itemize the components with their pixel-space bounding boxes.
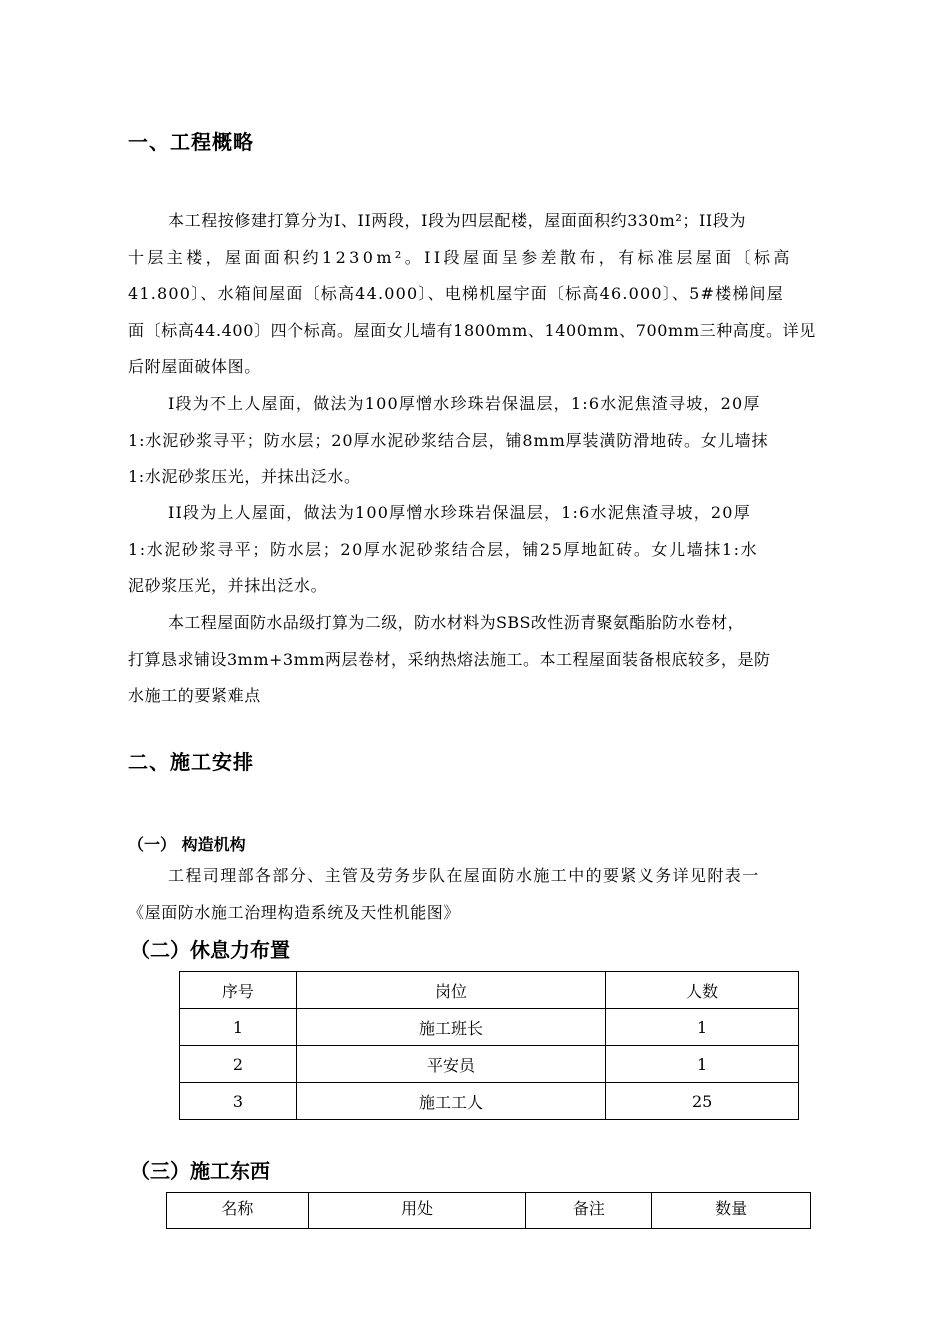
header-cell: 备注 xyxy=(526,1193,652,1229)
header-cell: 人数 xyxy=(606,972,799,1009)
paragraph-organization xyxy=(128,858,850,931)
paragraph-waterproof-grade xyxy=(128,605,850,715)
table-row xyxy=(180,1083,799,1120)
subsection-tools-title: （三）施工东西 xyxy=(130,1159,270,1183)
table-cell: 平安员 xyxy=(296,1046,605,1083)
table-row xyxy=(180,1009,799,1046)
text-line: 本工程按修建打算分为Ⅰ、II两段，Ⅰ段为四层配楼，屋面面积约330m²；II段为 xyxy=(168,211,747,230)
header-cell: 序号 xyxy=(180,972,297,1009)
header-cell: 岗位 xyxy=(296,972,605,1009)
subsection-labor-title: （二）休息力布置 xyxy=(130,938,290,962)
text-line: Ⅰ段为不上人屋面，做法为100厚憎水珍珠岩保温层，1:6水泥焦渣寻坡，20厚 xyxy=(168,394,761,413)
section-2-title: 二、施工安排 xyxy=(128,750,254,774)
header-cell: 名称 xyxy=(167,1193,309,1229)
section-1-title: 一、工程概略 xyxy=(128,130,254,154)
text-line: 十层主楼，屋面面积约1230m²。II段屋面呈参差散布，有标准层屋面〔标高 xyxy=(128,247,793,267)
table-cell: 施工班长 xyxy=(296,1009,605,1046)
table-row xyxy=(180,1046,799,1083)
text-line: 1:水泥砂浆寻平；防水层；20厚水泥砂浆结合层，铺25厚地缸砖。女儿墙抹1:水 xyxy=(128,539,759,559)
paragraph-section-i-roof xyxy=(128,386,850,496)
table-header-row xyxy=(167,1193,811,1229)
table-header-row xyxy=(180,972,799,1009)
table-cell: 25 xyxy=(606,1083,799,1120)
table-cell: 1 xyxy=(180,1009,297,1046)
text-line: 1:水泥砂浆寻平；防水层；20厚水泥砂浆结合层，铺8mm厚装潢防滑地砖。女儿墙抹 xyxy=(128,430,769,450)
table-cell: 2 xyxy=(180,1046,297,1083)
subsection-organization-title: （一） 构造机构 xyxy=(128,835,246,854)
tools-table xyxy=(166,1192,811,1229)
text-line: 工程司理部各部分、主管及劳务步队在屋面防水施工中的要紧义务详见附表一 xyxy=(168,866,760,885)
text-line: 本工程屋面防水品级打算为二级，防水材料为SBS改性沥青聚氨酯胎防水卷材， xyxy=(168,613,745,632)
text-line: 打算恳求铺设3mm+3mm两层卷材，采纳热熔法施工。本工程屋面装备根底较多，是防 xyxy=(128,649,771,669)
text-line: 水施工的要紧难点 xyxy=(128,686,261,705)
text-line: 1:水泥砂浆压光，并抹出泛水。 xyxy=(128,467,361,486)
header-cell: 数量 xyxy=(652,1193,811,1229)
table-cell: 1 xyxy=(606,1009,799,1046)
text-line: 41.800〕、水箱间屋面〔标高44.000〕、电梯机屋宇面〔标高46.000〕、5#楼梯间屋 xyxy=(128,284,784,303)
table-cell: 1 xyxy=(606,1046,799,1083)
labor-table xyxy=(179,971,799,1120)
text-line: 面〔标高44.400〕四个标高。屋面女儿墙有1800mm、1400mm、700mm三种高度。详见 xyxy=(128,320,816,340)
text-line: 后附屋面破体图。 xyxy=(128,357,261,376)
paragraph-section-ii-roof xyxy=(128,495,850,605)
table-cell: 3 xyxy=(180,1083,297,1120)
text-line: 泥砂浆压光，并抹出泛水。 xyxy=(128,576,328,595)
text-line: II段为上人屋面，做法为100厚憎水珍珠岩保温层，1:6水泥焦渣寻坡，20厚 xyxy=(168,503,751,522)
header-cell: 用处 xyxy=(308,1193,526,1229)
paragraph-project-overview xyxy=(128,203,850,386)
table-cell: 施工工人 xyxy=(296,1083,605,1120)
text-line: 《屋面防水施工治理构造系统及天性机能图》 xyxy=(128,902,461,922)
